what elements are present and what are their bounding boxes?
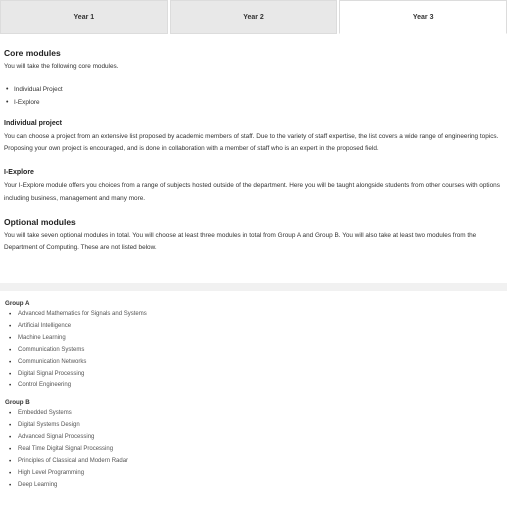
list-item: • Communication Networks bbox=[5, 357, 502, 369]
list-item: • Advanced Signal Processing bbox=[5, 432, 502, 444]
core-modules-intro: You will take the following core modules. bbox=[4, 63, 119, 70]
individual-project-text: You can choose a project from an extensive list proposed by academic members of staff. Due to the variety of staff expertise, the list covers a wide range of engineering topics. Proposing your own project is encouraged, and is done in collaboration with a member of staff who is an expert in the proposed field. bbox=[4, 132, 499, 153]
year-tabs bbox=[0, 0, 507, 34]
list-item: • Machine Learning bbox=[5, 333, 502, 345]
list-item: • Control Engineering bbox=[5, 380, 502, 392]
list-item: • Embedded Systems bbox=[5, 408, 502, 420]
group-a-list bbox=[5, 309, 502, 392]
i-explore-heading: I-Explore bbox=[4, 169, 34, 177]
list-item: • Individual Project bbox=[4, 84, 503, 96]
list-item: • Communication Systems bbox=[5, 345, 502, 357]
group-a-title: Group A bbox=[5, 300, 30, 307]
group-b-title: Group B bbox=[5, 399, 30, 407]
tab-year-3[interactable]: Year 3 bbox=[339, 0, 507, 34]
list-item: • Deep Learning bbox=[5, 480, 502, 492]
list-item: • Digital Signal Processing bbox=[5, 369, 502, 381]
group-b-list bbox=[5, 408, 502, 491]
year-3-content bbox=[0, 47, 507, 255]
list-item: • Artificial Intelligence bbox=[5, 321, 502, 333]
list-item: • I-Explore bbox=[4, 97, 503, 109]
optional-groups-panel bbox=[0, 283, 507, 508]
optional-modules-text: You will take seven optional modules in total. You will choose at least three modules in total from Group A and Group B. You will also take at least two modules from the Department of Computing. These are not listed below. bbox=[4, 232, 477, 252]
tab-year-1[interactable]: Year 1 bbox=[0, 0, 168, 34]
list-item: • Advanced Mathematics for Signals and Systems bbox=[5, 309, 502, 321]
core-modules-heading: Core modules bbox=[4, 48, 61, 58]
list-item: • Real Time Digital Signal Processing bbox=[5, 444, 502, 456]
optional-modules-heading: Optional modules bbox=[4, 217, 76, 228]
list-item: • High Level Programming bbox=[5, 468, 502, 480]
individual-project-heading: Individual project bbox=[4, 119, 62, 127]
core-modules-list bbox=[4, 84, 503, 109]
tab-year-2[interactable]: Year 2 bbox=[170, 0, 338, 34]
i-explore-text: Your I-Explore module offers you choices from a range of subjects hosted outside of the department. Here you will be taught alongside students from other courses with options including business, management and many more. bbox=[4, 182, 500, 202]
list-item: • Digital Systems Design bbox=[5, 420, 502, 432]
list-item: • Principles of Classical and Modern Radar bbox=[5, 456, 502, 468]
